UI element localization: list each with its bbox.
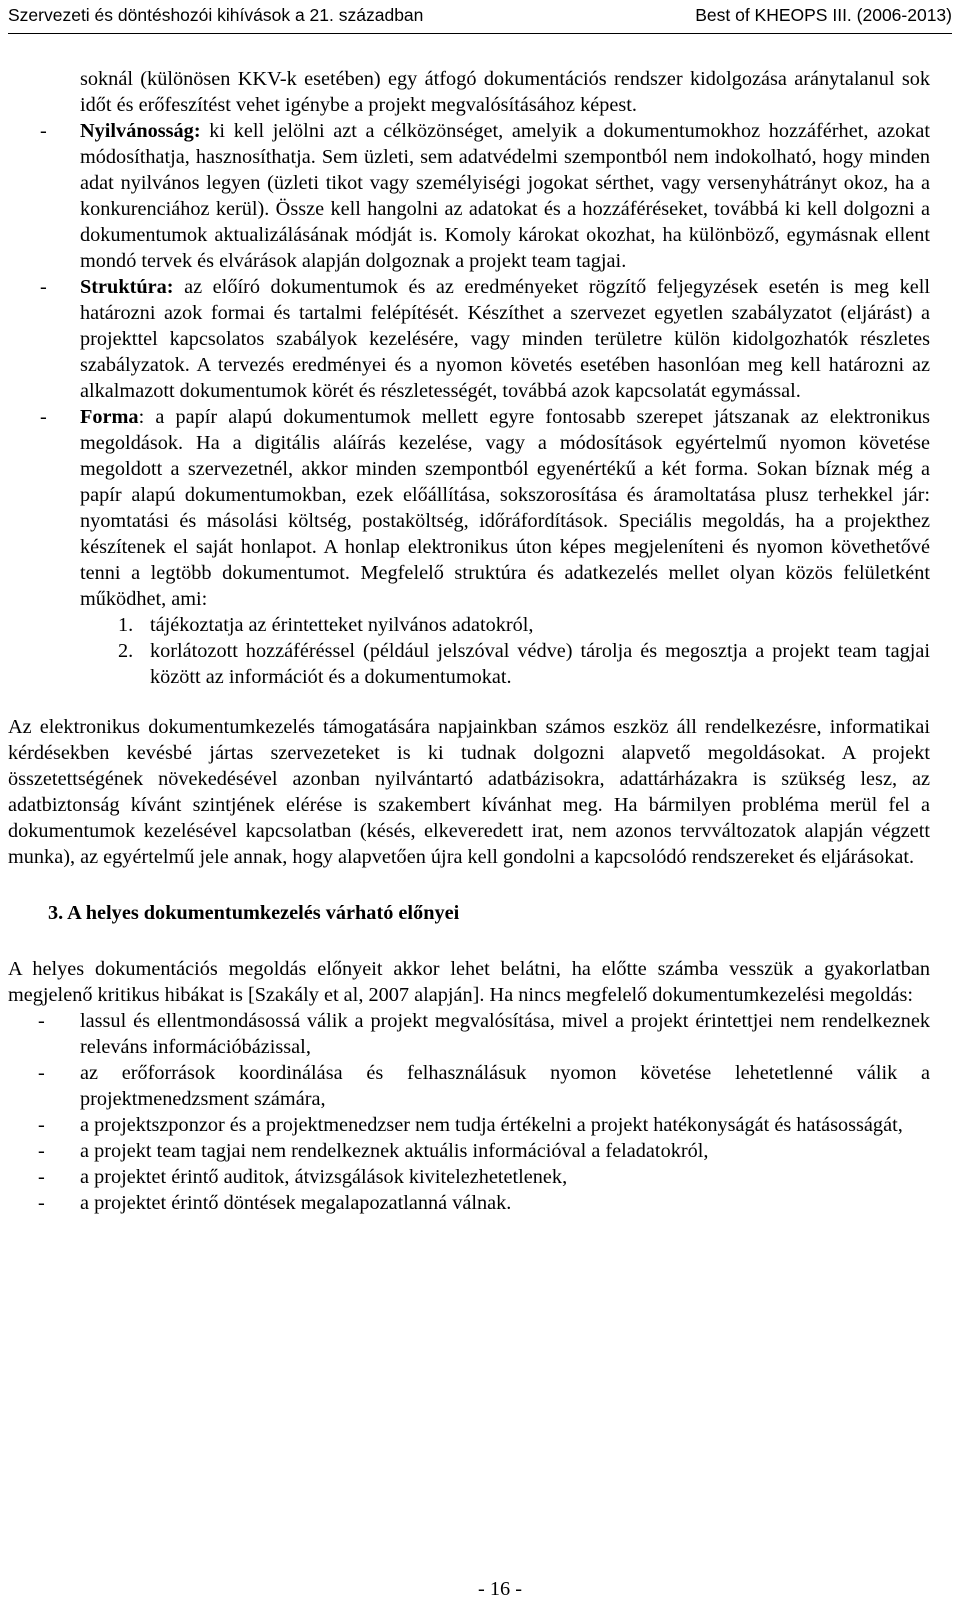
list-item-text: a projekt team tagjai nem rendelkeznek aktuális információval a feladatokról, [80, 1140, 709, 1162]
bullet-text: az előíró dokumentumok és az eredményeket rögzítő feljegyzések esetén is meg kell határozni azok formai és tartalmi felépítését. Készíthet a szervezet egyetlen szabályzatot (eljárást) a projekttel kapcsolatos szabályok kezelésére, vagy minden területre külön kidolgozhatók részletes szabályzatok. A tervezés eredményei és a nyomon követés esetében hasonlóan meg kell határozni az alkalmazott dokumentumok körét és részletességét, továbbá azok kapcsolatát egymással. [80, 276, 930, 402]
header-rule [8, 33, 952, 34]
list-item [0, 1138, 930, 1164]
bullet-dash: - [38, 1192, 45, 1214]
list-item-text: az erőforrások koordinálása és felhasználásuk nyomon követése lehetetlenné válik a projektmenedzsment számára, [80, 1062, 930, 1110]
bullet-dash: - [38, 1062, 45, 1084]
numbered-item [0, 638, 930, 690]
bullet-dash: - [40, 406, 47, 428]
paragraph-benefits: A helyes dokumentációs megoldás előnyeit akkor lehet belátni, ha előtte számba vesszük a gyakorlatban megjelenő kritikus hibákat is [Szakály et al, 2007 alapján]. Ha nincs megfelelő dokumentumkezelési megoldás: [8, 958, 930, 1006]
bullet-dash: - [40, 120, 47, 142]
bullet-text: ki kell jelölni azt a célközönséget, amelyik a dokumentumokhoz hozzáférhet, azokat módosíthatja, hasznosíthatja. Sem üzleti, sem adatvédelmi szempontból nem indokolható, hogy minden adat nyilvános legyen (üzleti tikot vagy személyiségi jogokat sérthet, vagy versenyhátrányt okoz, ha a konkurenciához kerül). Össze kell hangolni az adatokat és a hozzáféréseket, továbbá ki kell dolgozni a dokumentumok aktualizálásának módját is. Komoly károkat okozhat, ha különböző, egymásnak ellent mondó tervek és elvárások alapján dolgoznak a projekt team tagjai. [80, 120, 930, 272]
list-item [0, 1008, 930, 1060]
numbered-item-number: 1. [118, 614, 134, 636]
page-footer [0, 1576, 960, 1602]
numbered-item [0, 612, 930, 638]
page-body [0, 66, 960, 1216]
bullet-dash: - [38, 1010, 45, 1032]
list-item-text: a projektszponzor és a projektmenedzser nem tudja értékelni a projekt hatékonyságát és hatásosságát, [80, 1114, 903, 1136]
section-heading: 3. A helyes dokumentumkezelés várható előnyei [48, 902, 460, 924]
bullet-forma [0, 404, 930, 612]
continued-paragraph: soknál (különösen KKV-k esetében) egy átfogó dokumentációs rendszer kidolgozása aránytalanul sok időt és erőfeszítést vehet igénybe a projekt megvalósításához képest. [80, 68, 930, 116]
header-right-title: Best of KHEOPS III. (2006-2013) [695, 5, 952, 25]
header-left-title: Szervezeti és döntéshozói kihívások a 21. században [8, 5, 424, 25]
bullet-nyilvanossag [0, 118, 930, 274]
bullet-dash: - [38, 1140, 45, 1162]
bullet-text: : a papír alapú dokumentumok mellett egyre fontosabb szerepet játszanak az elektronikus megoldások. Ha a digitális aláírás kezelése, vagy a módosítások egyértelmű nyomon követése megoldott a szervezetnél, akkor minden szempontból egyenértékű a két forma. Sokan bíznak még a papír alapú dokumentumokban, ezek előállítása, sokszorosítása és áramoltatása plusz terhekkel jár: nyomtatási és másolási költség, postaköltség, időráfordítások. Speciális megoldás, ha a projekthez készítenek el saját honlapot. A honlap elektronikus úton képes megjeleníteni és nyomon követhetővé tenni a legtöbb dokumentumot. Megfelelő struktúra és adatkezelés mellet olyan közös felületként működhet, ami: [80, 406, 930, 610]
bullet-dash: - [40, 276, 47, 298]
numbered-item-text: tájékoztatja az érintetteket nyilvános adatokról, [150, 614, 534, 636]
bullet-dash: - [38, 1114, 45, 1136]
numbered-item-text: korlátozott hozzáféréssel (például jelszóval védve) tárolja és megosztja a projekt team tagjai között az információt és a dokumentumokat. [150, 640, 930, 688]
numbered-item-number: 2. [118, 640, 134, 662]
list-item [0, 1060, 930, 1112]
page-number: - 16 - [478, 1578, 522, 1600]
list-item [0, 1190, 930, 1216]
bullet-struktura [0, 274, 930, 404]
list-item-text: a projektet érintő döntések megalapozatlanná válnak. [80, 1192, 512, 1214]
list-item [0, 1164, 930, 1190]
bullet-dash: - [38, 1166, 45, 1188]
list-item-text: lassul és ellentmondásossá válik a projekt megvalósítása, mivel a projekt érintettjei nem rendelkeznek releváns információbázissal, [80, 1010, 930, 1058]
bullet-label: Struktúra: [80, 276, 174, 298]
list-item-text: a projektet érintő auditok, átvizsgálások kivitelezhetetlenek, [80, 1166, 568, 1188]
bullet-label: Nyilvánosság: [80, 120, 201, 142]
list-item [0, 1112, 930, 1138]
paragraph-electronic: Az elektronikus dokumentumkezelés támogatására napjainkban számos eszköz áll rendelkezésre, informatikai kérdésekben kevésbé jártas szervezeteket is ki tudnak dolgozni alapvető megoldásokat. A projekt összetettségének növekedésével azonban nyilvántartó adatbázisokra, adattárházakra is szükség lesz, az adatbiztonság kívánt szintjének elérése is szakembert kívánhat meg. Ha bármilyen probléma merül fel a dokumentumok kezelésével kapcsolatban (késés, elkeveredett irat, nem azonos tervváltozatok alapján végzett munka), az egyértelmű jele annak, hogy alapvetően újra kell gondolni a kapcsolódó rendszereket és eljárásokat. [8, 716, 930, 868]
page-header [0, 0, 960, 34]
bullet-label: Forma [80, 406, 139, 428]
